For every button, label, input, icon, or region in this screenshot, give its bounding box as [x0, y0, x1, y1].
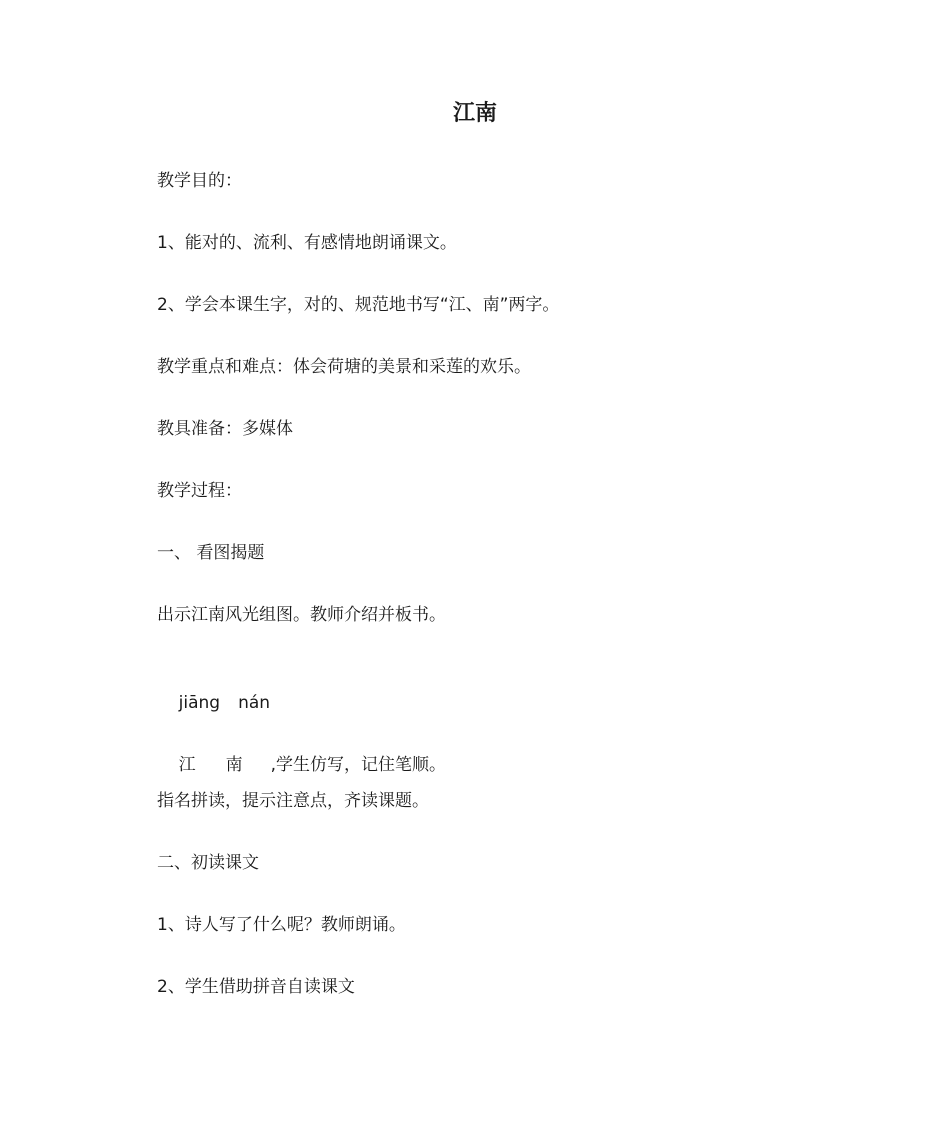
- key-points-line: 教学重点和难点：体会荷塘的美景和采莲的欢乐。: [157, 357, 531, 377]
- teaching-process-heading: 教学过程：: [157, 481, 242, 501]
- goal-item-1: 1、能对的、流利、有感情地朗诵课文。: [157, 233, 457, 253]
- characters-instruction: ,学生仿写，记住笔顺。: [270, 755, 447, 775]
- document-title: 江南: [452, 101, 497, 126]
- section-one-text: 出示江南风光组图。教师介绍并板书。: [157, 605, 446, 625]
- section-two-item-1: 1、诗人写了什么呢？教师朗诵。: [157, 915, 406, 935]
- section-two-item-2: 2、学生借助拼音自读课文: [157, 977, 355, 997]
- pinyin-nan: nán: [238, 693, 271, 713]
- character-nan: 南: [225, 755, 243, 775]
- teaching-aids-line: 教具准备：多媒体: [157, 419, 293, 439]
- section-one-heading: 一、 看图揭题: [157, 543, 265, 563]
- reading-instruction-line: 指名拼读，提示注意点，齐读课题。: [157, 791, 429, 811]
- goal-item-2: 2、学会本课生字，对的、规范地书写“江、南”两字。: [157, 295, 560, 315]
- teaching-goals-heading: 教学目的：: [157, 171, 242, 191]
- character-jiang: 江: [178, 755, 196, 775]
- section-two-heading: 二、初读课文: [157, 853, 259, 873]
- pinyin-jiang: jiāng: [178, 693, 221, 713]
